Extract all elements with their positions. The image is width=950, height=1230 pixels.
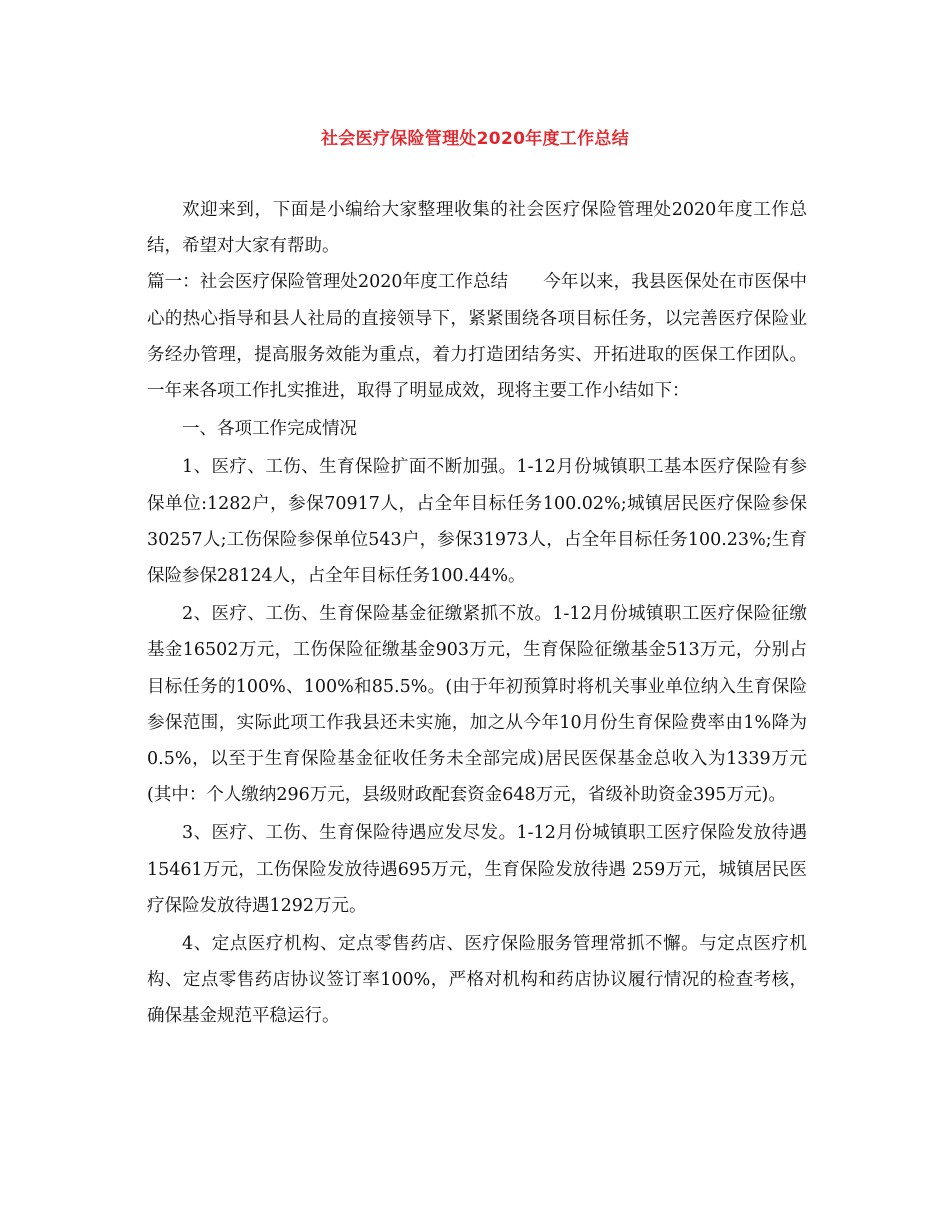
paragraph-part-one: 篇一：社会医疗保险管理处2020年度工作总结 今年以来，我县医保处在市医保中心的热心指导和县人社局的直接领导下，紧紧围绕各项目标任务，以完善医疗保险业务经办管理，提高服务效能为重点，着力打造团结务实、开拓进取的医保工作团队。一年来各项工作扎实推进，取得了明显成效，现将主要工作小结如下： [147, 272, 807, 402]
section-heading: 一、各项工作完成情况 [182, 419, 357, 440]
paragraph-item-4: 4、定点医疗机构、定点零售药店、医疗保险服务管理常抓不懈。与定点医疗机构、定点零售药店协议签订率100%，严格对机构和药店协议履行情况的检查考核，确保基金规范平稳运行。 [147, 934, 807, 1027]
paragraph-item-1: 1、医疗、工伤、生育保险扩面不断加强。1-12月份城镇职工基本医疗保险有参保单位:1282户，参保70917人，占全年目标任务100.02%;城镇居民医疗保险参保30257人;工伤保险参保单位543户，参保31973人，占全年目标任务100.23%;生育保险参保28124人，占全年目标任务100.44%。 [147, 457, 807, 587]
document-body [147, 192, 807, 1035]
document-title: 社会医疗保险管理处2020年度工作总结 [320, 129, 629, 149]
paragraph-intro: 欢迎来到，下面是小编给大家整理收集的社会医疗保险管理处2020年度工作总结，希望对大家有帮助。 [147, 200, 807, 257]
paragraph-item-3: 3、医疗、工伤、生育保险待遇应发尽发。1-12月份城镇职工医疗保险发放待遇15461万元，工伤保险发放待遇695万元，生育保险发放待遇 259万元，城镇居民医疗保险发放待遇1292万元。 [147, 823, 807, 916]
paragraph-item-2: 2、医疗、工伤、生育保险基金征缴紧抓不放。1-12月份城镇职工医疗保险征缴基金16502万元，工伤保险征缴基金903万元，生育保险征缴基金513万元，分别占目标任务的100%、100%和85.5%。(由于年初预算时将机关事业单位纳入生育保险参保范围，实际此项工作我县还未实施，加之从今年10月份生育保险费率由1%降为0.5%，以至于生育保险基金征收任务未全部完成)居民医保基金总收入为1339万元(其中：个人缴纳296万元，县级财政配套资金648万元，省级补助资金395万元)。 [147, 604, 807, 806]
